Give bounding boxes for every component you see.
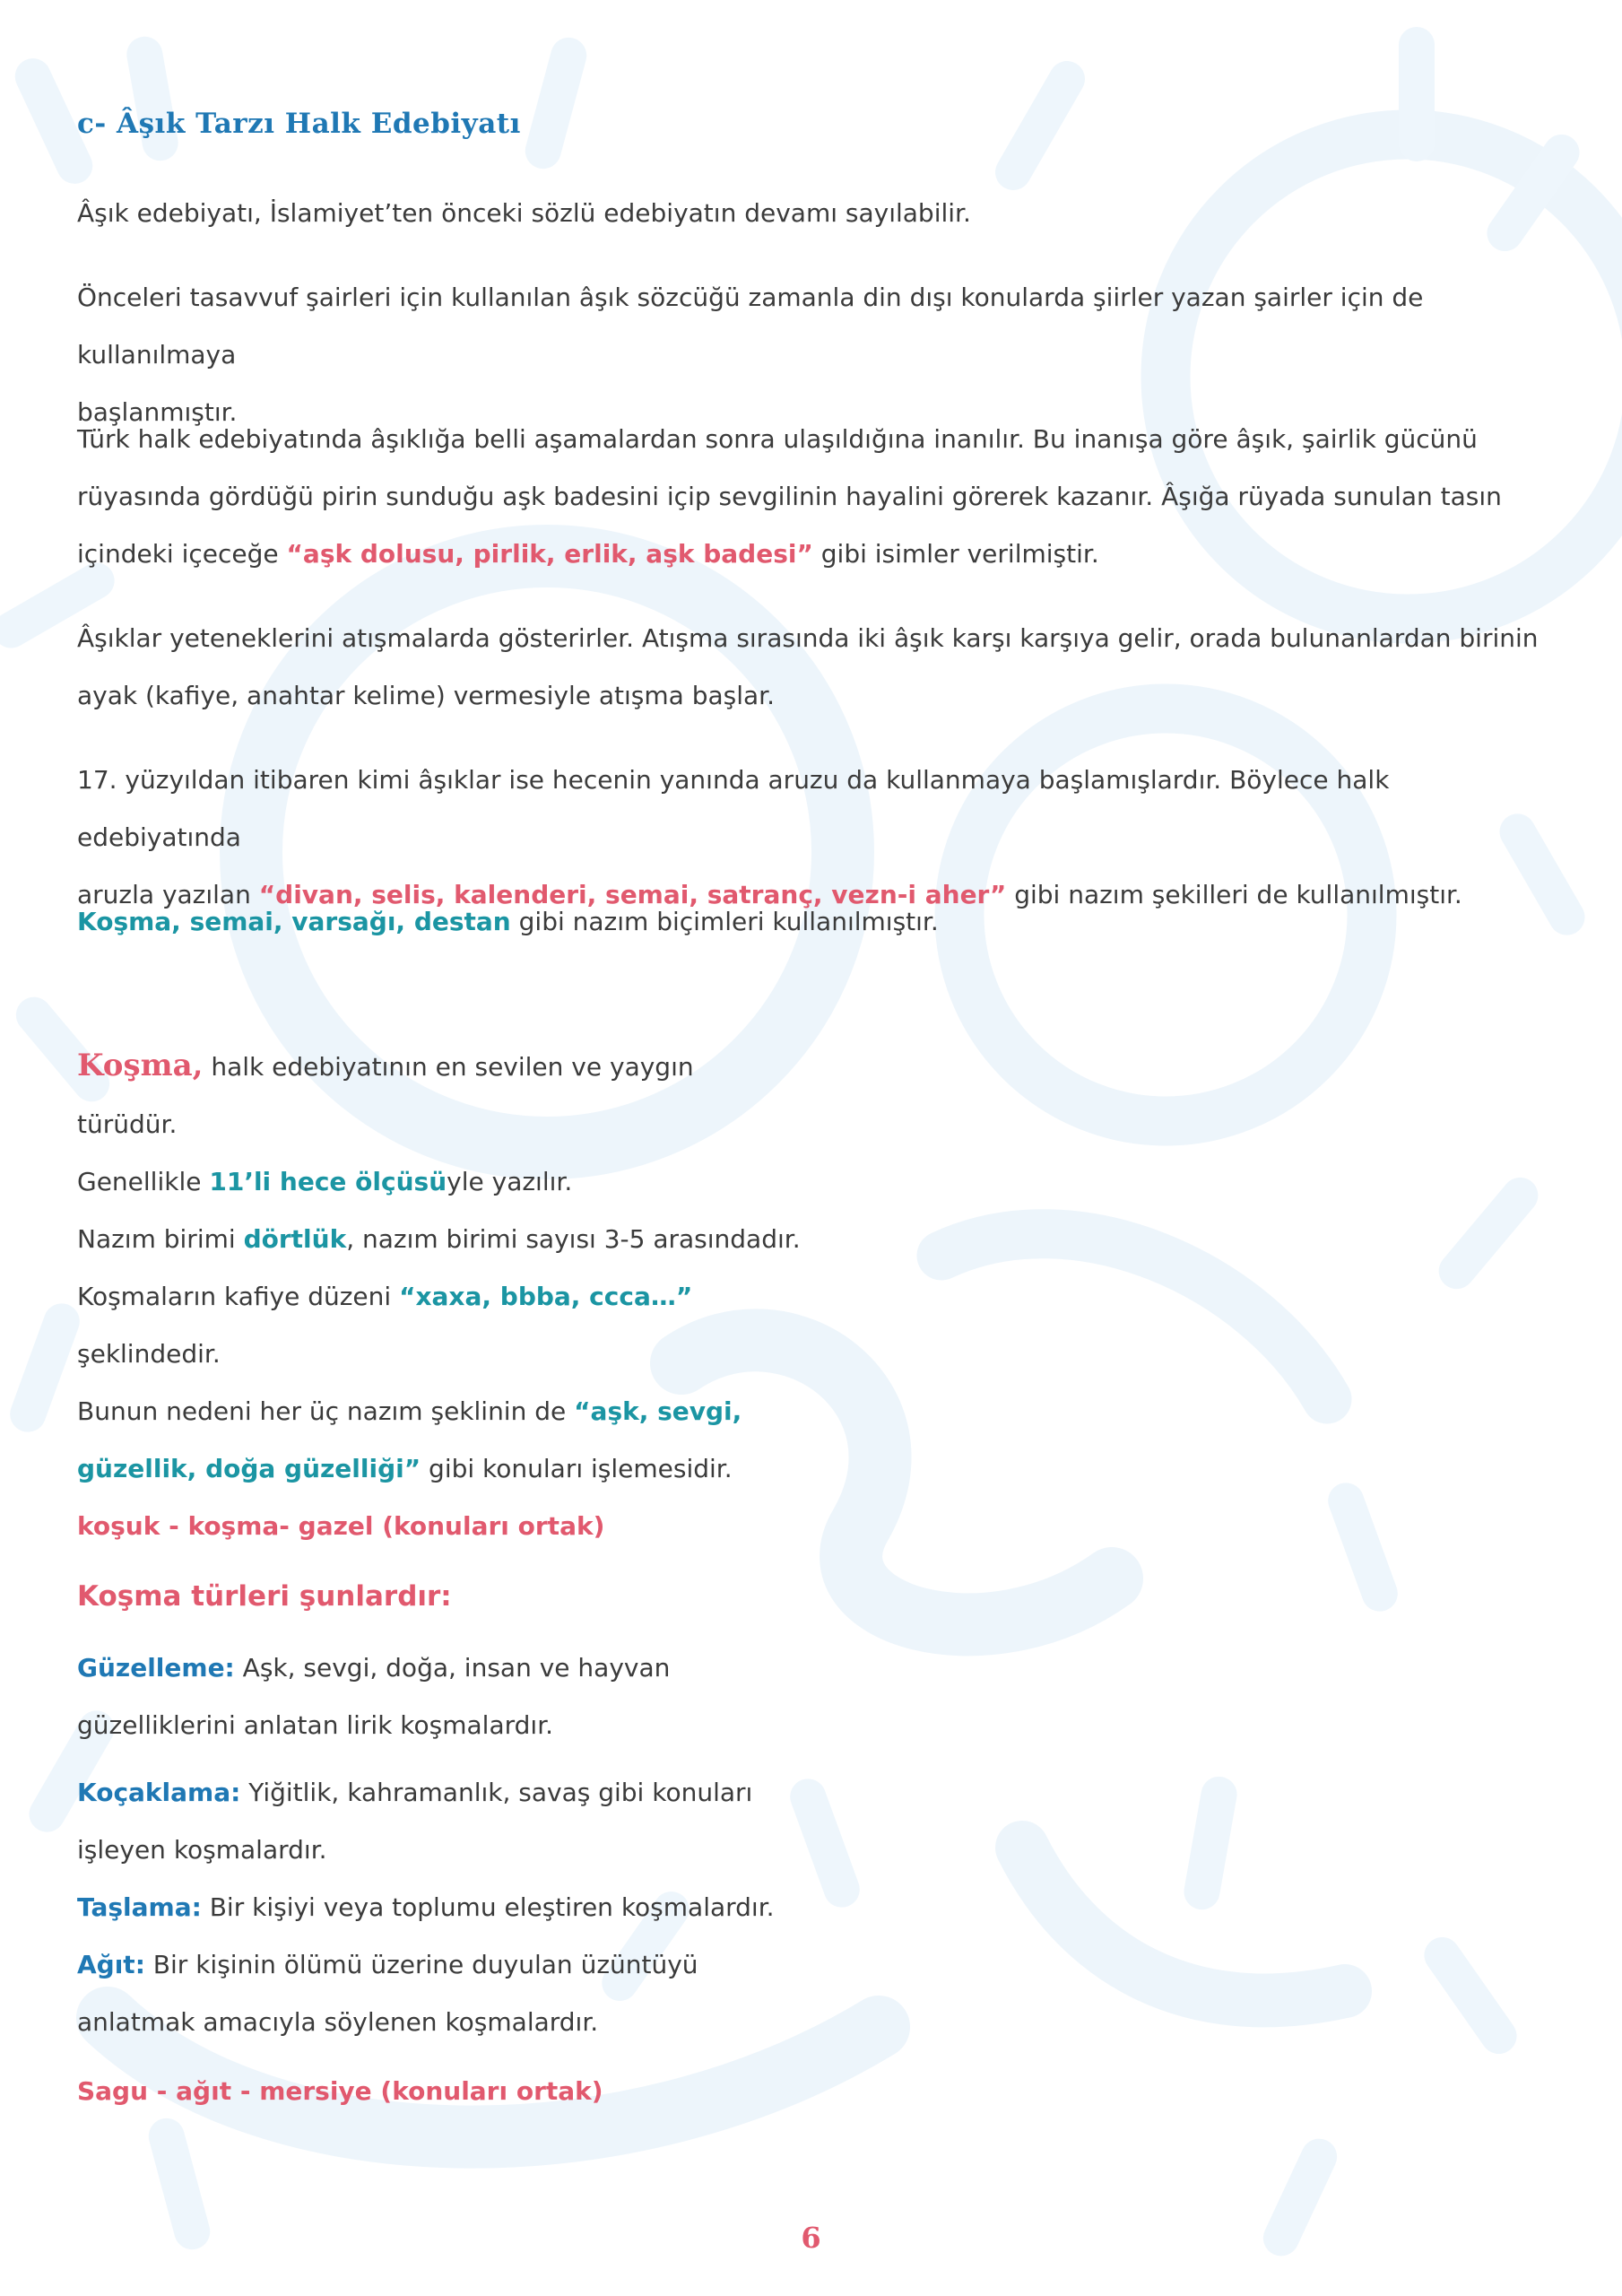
type-guzelleme: Güzelleme: Aşk, sevgi, doğa, insan ve hayvan güzelliklerini anlatan lirik koşmalardır. xyxy=(77,1653,671,1740)
section-heading: c- Âşık Tarzı Halk Edebiyatı xyxy=(77,108,521,140)
paragraph-4: Âşıklar yeteneklerini atışmalarda gösterirler. Atışma sırasında iki âşık karşı karşıya gelir, orada bulunanlardan birinin ayak (kafiye, anahtar kelime) vermesiyle atışma başlar. xyxy=(77,623,1539,710)
paragraph-3: Türk halk edebiyatında âşıklığa belli aşamalardan sonra ulaşıldığına inanılır. Bu inanışa göre âşık, şairlik gücünü rüyasında gördüğü pirin sunduğu aşk badesini içip sevgilinin hayalini görerek kazanır. Âşığa rüyada sunulan tasın içindeki içeceğe “aşk dolusu, pirlik, erlik, aşk badesi” gibi isimler verilmiştir. xyxy=(77,424,1502,569)
paragraph-6: Koşma, semai, varsağı, destan gibi nazım biçimleri kullanılmıştır. xyxy=(77,907,939,936)
paragraph-2: Önceleri tasavvuf şairleri için kullanılan âşık sözcüğü zamanla din dışı konularda şiirler yazan şairler için de kullanılmaya başlanmıştır. xyxy=(77,283,1424,427)
types-heading: Koşma türleri şunlardır: xyxy=(77,1580,452,1613)
highlight-aruz-forms: “divan, selis, kalenderi, semai, satranç, vezn-i aher” xyxy=(258,880,1007,909)
highlight-ask-terms: “aşk dolusu, pirlik, erlik, aşk badesi” xyxy=(286,539,813,569)
kosma-section: Koşma, halk edebiyatının en sevilen ve yaygın türüdür. Genellikle 11’li hece ölçüsüyle yazılır. Nazım birimi dörtlük, nazım birimi sayısı 3-5 arasındadır. Koşmaların kafiye düzeni “xaxa, bbba, ccca…” şeklindedir. Bunun nedeni her üç nazım şeklinin de “aşk, sevgi, güzellik, doğa güzelliği” gibi konuları işlemesidir. koşuk - koşma- gazel (konuları ortak) xyxy=(77,1048,801,1541)
paragraph-5: 17. yüzyıldan itibaren kimi âşıklar ise hecenin yanında aruzu da kullanmaya başlamışlardır. Böylece halk edebiyatında aruzla yazılan “divan, selis, kalenderi, semai, satranç, vezn-i aher” gibi nazım şekilleri de kullanılmıştır. xyxy=(77,765,1462,909)
kosma-title: Koşma, xyxy=(77,1048,204,1083)
page-number: 6 xyxy=(801,2221,821,2255)
paragraph-1: Âşık edebiyatı, İslamiyet’ten önceki sözlü edebiyatın devamı sayılabilir. xyxy=(77,198,971,228)
ortak-note-1: koşuk - koşma- gazel (konuları ortak) xyxy=(77,1511,605,1541)
highlight-nazim-forms: Koşma, semai, varsağı, destan xyxy=(77,907,511,936)
ortak-note-2: Sagu - ağıt - mersiye (konuları ortak) xyxy=(77,2076,603,2106)
type-kocaklama: Koçaklama: Yiğitlik, kahramanlık, savaş gibi konuları işleyen koşmalardır. Taşlama: Bir kişiyi veya toplumu eleştiren koşmalardır. Ağıt: Bir kişinin ölümü üzerine duyulan üzüntüyü anlatmak amacıyla söylenen koşmalardır. xyxy=(77,1778,775,2037)
